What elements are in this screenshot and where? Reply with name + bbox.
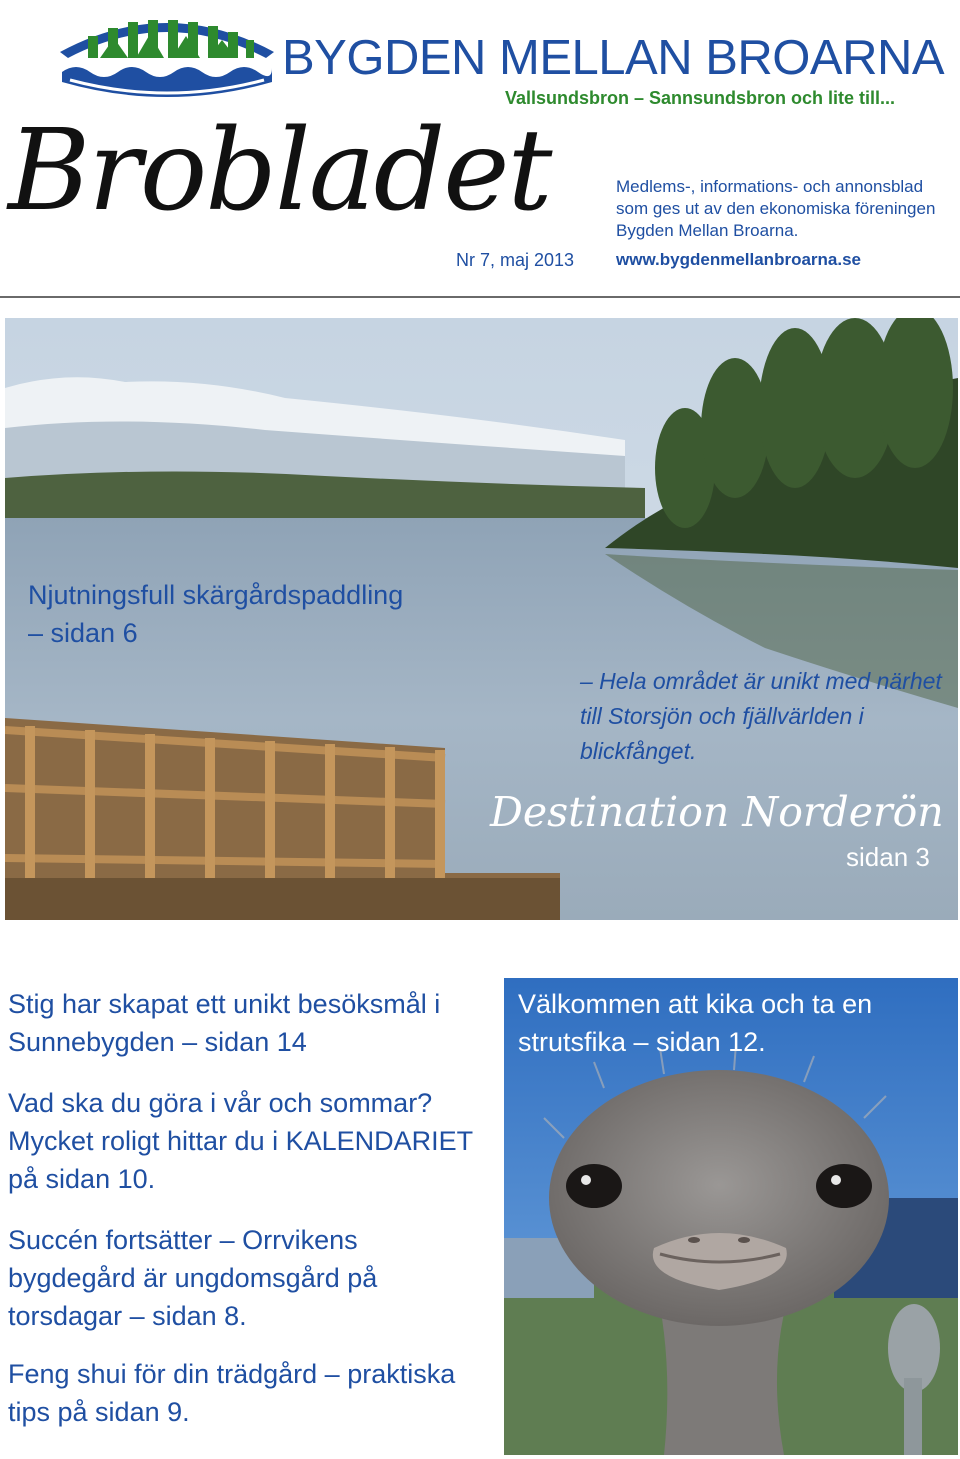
headline-paddling-line2: – sidan 6: [28, 618, 138, 648]
masthead-title: Brobladet: [8, 106, 551, 236]
blurb-kalendariet: Vad ska du göra i vår och sommar? Mycket roligt hittar du i KALENDARIET på sidan 10.: [8, 1088, 473, 1194]
logo: [56, 8, 278, 116]
headline-destination: Destination Norderön: [490, 788, 944, 836]
website-link[interactable]: www.bygdenmellanbroarna.se: [616, 250, 861, 269]
headline-paddling: [28, 576, 403, 652]
hero-quote: – Hela området är unikt med närhet till Storsjön och fjällvärlden i blickfånget.: [580, 668, 942, 764]
blurb-feng-shui: Feng shui för din trädgård – praktiska tips på sidan 9.: [8, 1359, 456, 1427]
header-divider: [0, 296, 960, 298]
destination-page-ref: sidan 3: [846, 842, 930, 872]
blurb-orrviken: Succén fortsätter – Orrvikens bygdegård är ungdomsgård på torsdagar – sidan 8.: [8, 1225, 378, 1331]
headline-paddling-line1: Njutningsfull skärgårdspaddling: [28, 580, 404, 610]
publication-description: Medlems-, informations- och annonsblad som ges ut av den ekonomiska föreningen Bygden Mellan Broarna.: [616, 177, 936, 240]
org-name: BYGDEN MELLAN BROARNA: [282, 31, 945, 85]
ostrich-caption: Välkommen att kika och ta en strutsfika – sidan 12.: [518, 989, 873, 1057]
blurb-stig: Stig har skapat ett unikt besöksmål i Sunnebygden – sidan 14: [8, 989, 441, 1057]
org-subtitle: Vallsundsbron – Sannsundsbron och lite till...: [505, 88, 896, 108]
issue-number: Nr 7, maj 2013: [456, 250, 575, 270]
